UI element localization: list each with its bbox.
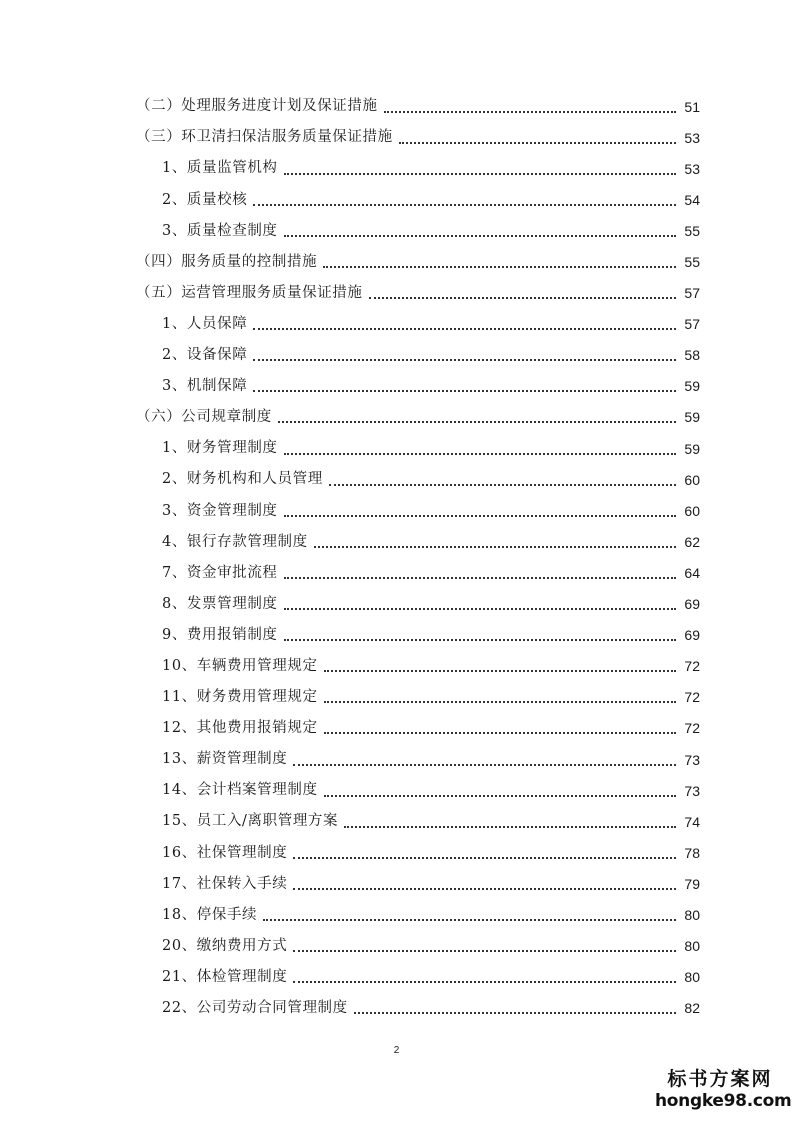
toc-dot-leader <box>399 128 676 144</box>
toc-dot-leader <box>354 998 676 1014</box>
toc-entry-title: 3、资金管理制度 <box>162 502 278 519</box>
toc-dot-leader <box>293 843 676 859</box>
toc-entry-title: 15、员工入/离职管理方案 <box>162 813 339 830</box>
toc-dot-leader <box>324 781 676 797</box>
toc-dot-leader <box>253 314 676 330</box>
toc-entry-page: 51 <box>684 98 700 115</box>
toc-entry-title: （六）公司规章制度 <box>136 409 272 426</box>
toc-dot-leader <box>324 718 676 734</box>
toc-dot-leader <box>284 501 676 517</box>
toc-entry-title: 1、财务管理制度 <box>162 440 278 457</box>
toc-entry[interactable] <box>0 526 700 557</box>
toc-entry-title: 17、社保转入手续 <box>162 875 288 892</box>
toc-entry[interactable] <box>0 775 700 806</box>
toc-entry[interactable] <box>0 868 700 899</box>
toc-entry-page: 80 <box>684 938 700 955</box>
toc-dot-leader <box>293 750 676 766</box>
toc-dot-leader <box>253 376 676 392</box>
toc-entry-page: 78 <box>684 844 700 861</box>
toc-entry-page: 73 <box>684 751 700 768</box>
toc-entry[interactable] <box>0 91 700 122</box>
toc-entry[interactable] <box>0 433 700 464</box>
toc-entry[interactable] <box>0 153 700 184</box>
toc-entry-title: 16、社保管理制度 <box>162 844 288 861</box>
toc-entry-page: 79 <box>684 875 700 892</box>
toc-entry-title: 4、银行存款管理制度 <box>162 533 308 550</box>
toc-entry-title: 9、费用报销制度 <box>162 626 278 643</box>
toc-entry-page: 60 <box>684 502 700 519</box>
toc-entry-page: 55 <box>684 254 700 271</box>
toc-entry-title: 11、财务费用管理规定 <box>162 689 318 706</box>
toc-entry-title: 12、其他费用报销规定 <box>162 720 318 737</box>
toc-entry-page: 69 <box>684 596 700 613</box>
toc-dot-leader <box>314 532 676 548</box>
toc-entry-page: 53 <box>684 129 700 146</box>
toc-entry-page: 59 <box>684 378 700 395</box>
toc-entry-title: 2、设备保障 <box>162 347 248 364</box>
toc-entry-page: 82 <box>684 1000 700 1017</box>
toc-entry-title: 8、发票管理制度 <box>162 595 278 612</box>
toc-entry-title: （五）运营管理服务质量保证措施 <box>136 284 363 301</box>
toc-entry-title: 1、人员保障 <box>162 315 248 332</box>
toc-dot-leader <box>384 97 676 113</box>
toc-entry[interactable] <box>0 620 700 651</box>
toc-dot-leader <box>344 812 676 828</box>
toc-dot-leader <box>329 470 676 486</box>
toc-entry-page: 59 <box>684 440 700 457</box>
watermark-logo <box>655 1068 792 1112</box>
toc-entry-title: （二）处理服务进度计划及保证措施 <box>136 98 378 115</box>
toc-entry-page: 55 <box>684 222 700 239</box>
toc-entry-title: 10、车辆费用管理规定 <box>162 657 318 674</box>
page-number: 2 <box>393 1045 400 1056</box>
toc-entry[interactable] <box>0 371 700 402</box>
toc-entry[interactable] <box>0 122 700 153</box>
toc-entry[interactable] <box>0 962 700 993</box>
toc-entry-page: 80 <box>684 969 700 986</box>
toc-dot-leader <box>324 687 676 703</box>
toc-dot-leader <box>284 159 676 175</box>
toc-dot-leader <box>263 905 676 921</box>
toc-entry-page: 72 <box>684 658 700 675</box>
toc-entry-title: 3、机制保障 <box>162 378 248 395</box>
toc-entry-page: 57 <box>684 285 700 302</box>
toc-entry[interactable] <box>0 931 700 962</box>
toc-entry[interactable] <box>0 402 700 433</box>
toc-dot-leader <box>293 967 676 983</box>
toc-entry-title: （四）服务质量的控制措施 <box>136 253 318 270</box>
toc-dot-leader <box>284 439 676 455</box>
watermark-url: hongke98.com <box>655 1091 792 1111</box>
toc-entry[interactable] <box>0 993 700 1024</box>
toc-entry-title: 7、资金审批流程 <box>162 564 278 581</box>
toc-entry-title: 2、财务机构和人员管理 <box>162 471 323 488</box>
toc-entry[interactable] <box>0 744 700 775</box>
watermark-name: 标书方案网 <box>667 1068 773 1090</box>
toc-entry[interactable] <box>0 215 700 246</box>
toc-entry[interactable] <box>0 651 700 682</box>
toc-dot-leader <box>253 345 676 361</box>
toc-entry-title: 21、体检管理制度 <box>162 968 288 985</box>
toc-entry-page: 53 <box>684 160 700 177</box>
toc-dot-leader <box>293 936 676 952</box>
toc-entry-title: （三）环卫清扫保洁服务质量保证措施 <box>136 129 393 146</box>
toc-entry-page: 62 <box>684 533 700 550</box>
toc-dot-leader <box>293 874 676 890</box>
toc-entry-title: 3、质量检查制度 <box>162 222 278 239</box>
toc-entry[interactable] <box>0 806 700 837</box>
toc-entry-page: 72 <box>684 689 700 706</box>
toc-entry-page: 74 <box>684 813 700 830</box>
toc-dot-leader <box>369 283 677 299</box>
toc-entry[interactable] <box>0 278 700 309</box>
toc-entry-page: 72 <box>684 720 700 737</box>
toc-entry[interactable] <box>0 682 700 713</box>
toc-dot-leader <box>323 252 676 268</box>
toc-entry-title: 18、停保手续 <box>162 906 258 923</box>
toc-entry-title: 2、质量校核 <box>162 191 248 208</box>
toc-entry-page: 58 <box>684 347 700 364</box>
toc-entry-page: 60 <box>684 471 700 488</box>
toc-entry[interactable] <box>0 309 700 340</box>
toc-entry[interactable] <box>0 837 700 868</box>
toc-entry[interactable] <box>0 495 700 526</box>
toc-entry-page: 59 <box>684 409 700 426</box>
toc-dot-leader <box>278 407 676 423</box>
toc-dot-leader <box>284 625 676 641</box>
toc-dot-leader <box>253 190 676 206</box>
toc-entry-title: 14、会计档案管理制度 <box>162 782 318 799</box>
toc-entry-page: 54 <box>684 191 700 208</box>
toc-dot-leader <box>284 221 676 237</box>
toc-entry-page: 57 <box>684 316 700 333</box>
toc-entry-page: 73 <box>684 782 700 799</box>
toc-entry-page: 69 <box>684 627 700 644</box>
toc-entry[interactable] <box>0 713 700 744</box>
toc-entry[interactable] <box>0 464 700 495</box>
toc-entry-title: 20、缴纳费用方式 <box>162 937 288 954</box>
toc-entry-title: 22、公司劳动合同管理制度 <box>162 1000 348 1017</box>
toc-entry[interactable] <box>0 589 700 620</box>
toc-entry[interactable] <box>0 184 700 215</box>
toc-entry[interactable] <box>0 340 700 371</box>
toc-dot-leader <box>324 656 676 672</box>
toc-entry[interactable] <box>0 557 700 588</box>
toc-entry-page: 64 <box>684 564 700 581</box>
table-of-contents <box>0 91 793 1024</box>
toc-dot-leader <box>284 563 676 579</box>
toc-entry[interactable] <box>0 246 700 277</box>
toc-entry-title: 13、薪资管理制度 <box>162 751 288 768</box>
toc-entry[interactable] <box>0 899 700 930</box>
toc-dot-leader <box>284 594 676 610</box>
toc-entry-page: 80 <box>684 906 700 923</box>
toc-entry-title: 1、质量监管机构 <box>162 160 278 177</box>
